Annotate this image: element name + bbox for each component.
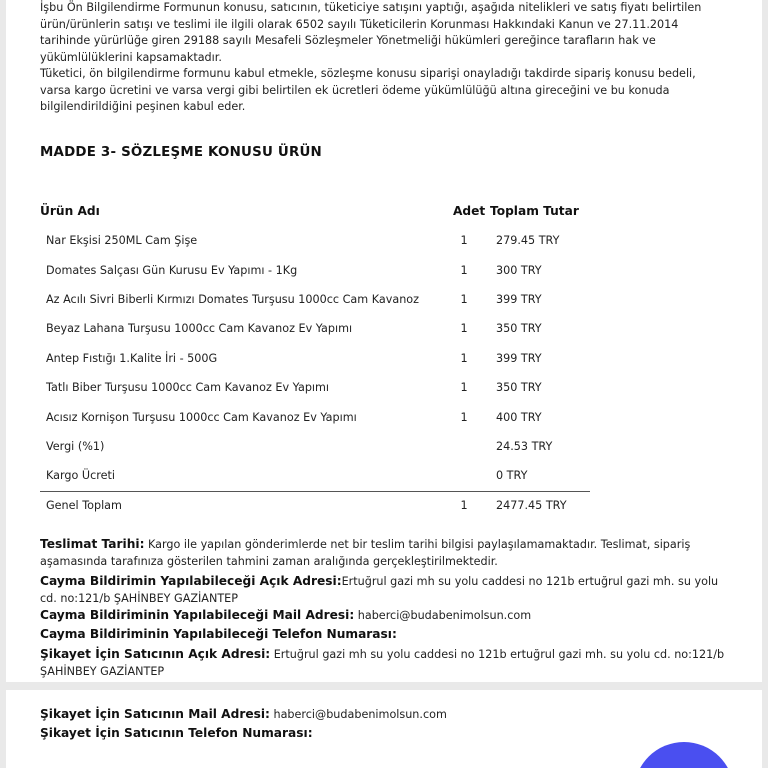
withdrawal-mail-value: haberci@budabenimolsun.com [354, 609, 532, 622]
row-qty: 1 [460, 264, 468, 277]
complaint-phone [40, 725, 730, 743]
intro-text [40, 0, 720, 116]
total-divider [40, 491, 590, 492]
complaint-mail [40, 706, 730, 724]
withdrawal-address-value: Ertuğrul gazi mh su yolu caddesi no 121b ertuğrul gazi mh. su yolu cd. no:121/b ŞAHİNBEY GAZİANTEP [40, 575, 719, 605]
row-qty: 1 [460, 293, 468, 306]
row-qty: 1 [460, 322, 468, 335]
row-product-name: Nar Ekşisi 250ML Cam Şişe [46, 234, 198, 247]
withdrawal-address [40, 573, 730, 607]
complaint-address [40, 646, 730, 680]
row-qty: 1 [460, 234, 468, 247]
section-title: MADDE 3- SÖZLEŞME KONUSU ÜRÜN [40, 145, 322, 160]
row-total: 350 TRY [496, 322, 542, 335]
complaint-address-value: Ertuğrul gazi mh su yolu caddesi no 121b ertuğrul gazi mh. su yolu cd. no:121/b ŞAHİNBEY GAZİANTEP [40, 648, 725, 678]
grand-total-label: Genel Toplam [46, 499, 122, 512]
row-qty: 1 [460, 381, 468, 394]
table-row [6, 381, 762, 401]
floating-action-button[interactable] [634, 742, 734, 768]
shipping-row [6, 469, 762, 489]
row-qty: 1 [460, 352, 468, 365]
row-total: 400 TRY [496, 411, 542, 424]
withdrawal-mail-label: Cayma Bildiriminin Yapılabileceği Mail Adresi: [40, 608, 355, 622]
table-row [6, 411, 762, 431]
complaint-address-label: Şikayet İçin Satıcının Açık Adresi: [40, 647, 271, 661]
row-total: 300 TRY [496, 264, 542, 277]
table-row [6, 293, 762, 313]
row-qty: 1 [460, 411, 468, 424]
complaint-phone-label: Şikayet İçin Satıcının Telefon Numarası: [40, 726, 313, 740]
document-page-1 [6, 0, 762, 682]
row-total: 350 TRY [496, 381, 542, 394]
row-total: 279.45 TRY [496, 234, 560, 247]
row-product-name: Az Acılı Sivri Biberli Kırmızı Domates Turşusu 1000cc Cam Kavanoz [46, 293, 420, 306]
shipping-total: 0 TRY [496, 469, 528, 482]
grand-total-qty: 1 [460, 499, 468, 512]
withdrawal-phone [40, 626, 730, 644]
table-row [6, 352, 762, 372]
column-header-total: Toplam Tutar [490, 204, 579, 218]
table-row [6, 234, 762, 254]
row-product-name: Acısız Kornişon Turşusu 1000cc Cam Kavanoz Ev Yapımı [46, 411, 357, 424]
shipping-label: Kargo Ücreti [46, 469, 115, 482]
withdrawal-mail [40, 607, 730, 625]
tax-label: Vergi (%1) [46, 440, 105, 453]
row-product-name: Beyaz Lahana Turşusu 1000cc Cam Kavanoz Ev Yapımı [46, 322, 353, 335]
row-product-name: Tatlı Biber Turşusu 1000cc Cam Kavanoz Ev Yapımı [46, 381, 330, 394]
document-page-2 [6, 690, 762, 768]
row-total: 399 TRY [496, 352, 542, 365]
complaint-mail-label: Şikayet İçin Satıcının Mail Adresi: [40, 707, 270, 721]
row-product-name: Domates Salçası Gün Kurusu Ev Yapımı - 1Kg [46, 264, 298, 277]
grand-total-amount: 2477.45 TRY [496, 499, 567, 512]
delivery-label: Teslimat Tarihi: [40, 537, 145, 551]
column-header-qty: Adet [453, 204, 486, 218]
intro-paragraph-1: İşbu Ön Bilgilendirme Formunun konusu, satıcının, tüketiciye satışını yaptığı, aşağıda nitelikleri ve satış fiyatı belirtilen ürün/ürünlerin satışı ve teslimi ile ilgili olarak 6502 sayılı Tüketicilerin Korunması Hakkındaki Kanun ve 27.11.2014 tarihinde yürürlüğe giren 29188 sayılı Mesafeli Sözleşmeler Yönetmeliği hükümleri gereğince tarafların hak ve yükümlülüklerini kapsamaktadır. [40, 1, 702, 64]
complaint-mail-value: haberci@budabenimolsun.com [269, 708, 447, 721]
intro-paragraph-2: Tüketici, ön bilgilendirme formunu kabul etmekle, sözleşme konusu siparişi onayladığı takdirde sipariş konusu bedeli, varsa kargo ücretini ve varsa vergi gibi belirtilen ek ücretleri ödeme yükümlülüğü altına gireceğini ve bu konuda bilgilendirildiğini peşinen kabul eder. [40, 67, 696, 113]
row-total: 399 TRY [496, 293, 542, 306]
column-header-name: Ürün Adı [40, 204, 100, 218]
tax-row [6, 440, 762, 460]
delivery-text: Kargo ile yapılan gönderimlerde net bir teslim tarihi bilgisi paylaşılamamaktadır. Teslimat, sipariş aşamasında tarafınıza gösterilen tahmini zaman aralığında gerçekleştirilmektedir. [40, 538, 691, 568]
table-row [6, 264, 762, 284]
row-product-name: Antep Fıstığı 1.Kalite İri - 500G [46, 352, 218, 365]
table-row [6, 322, 762, 342]
delivery-info [40, 536, 730, 570]
withdrawal-address-label: Cayma Bildirimin Yapılabileceği Açık Adresi: [40, 574, 342, 588]
tax-total: 24.53 TRY [496, 440, 553, 453]
grand-total-row [6, 499, 762, 519]
withdrawal-phone-label: Cayma Bildiriminin Yapılabileceği Telefon Numarası: [40, 627, 397, 641]
